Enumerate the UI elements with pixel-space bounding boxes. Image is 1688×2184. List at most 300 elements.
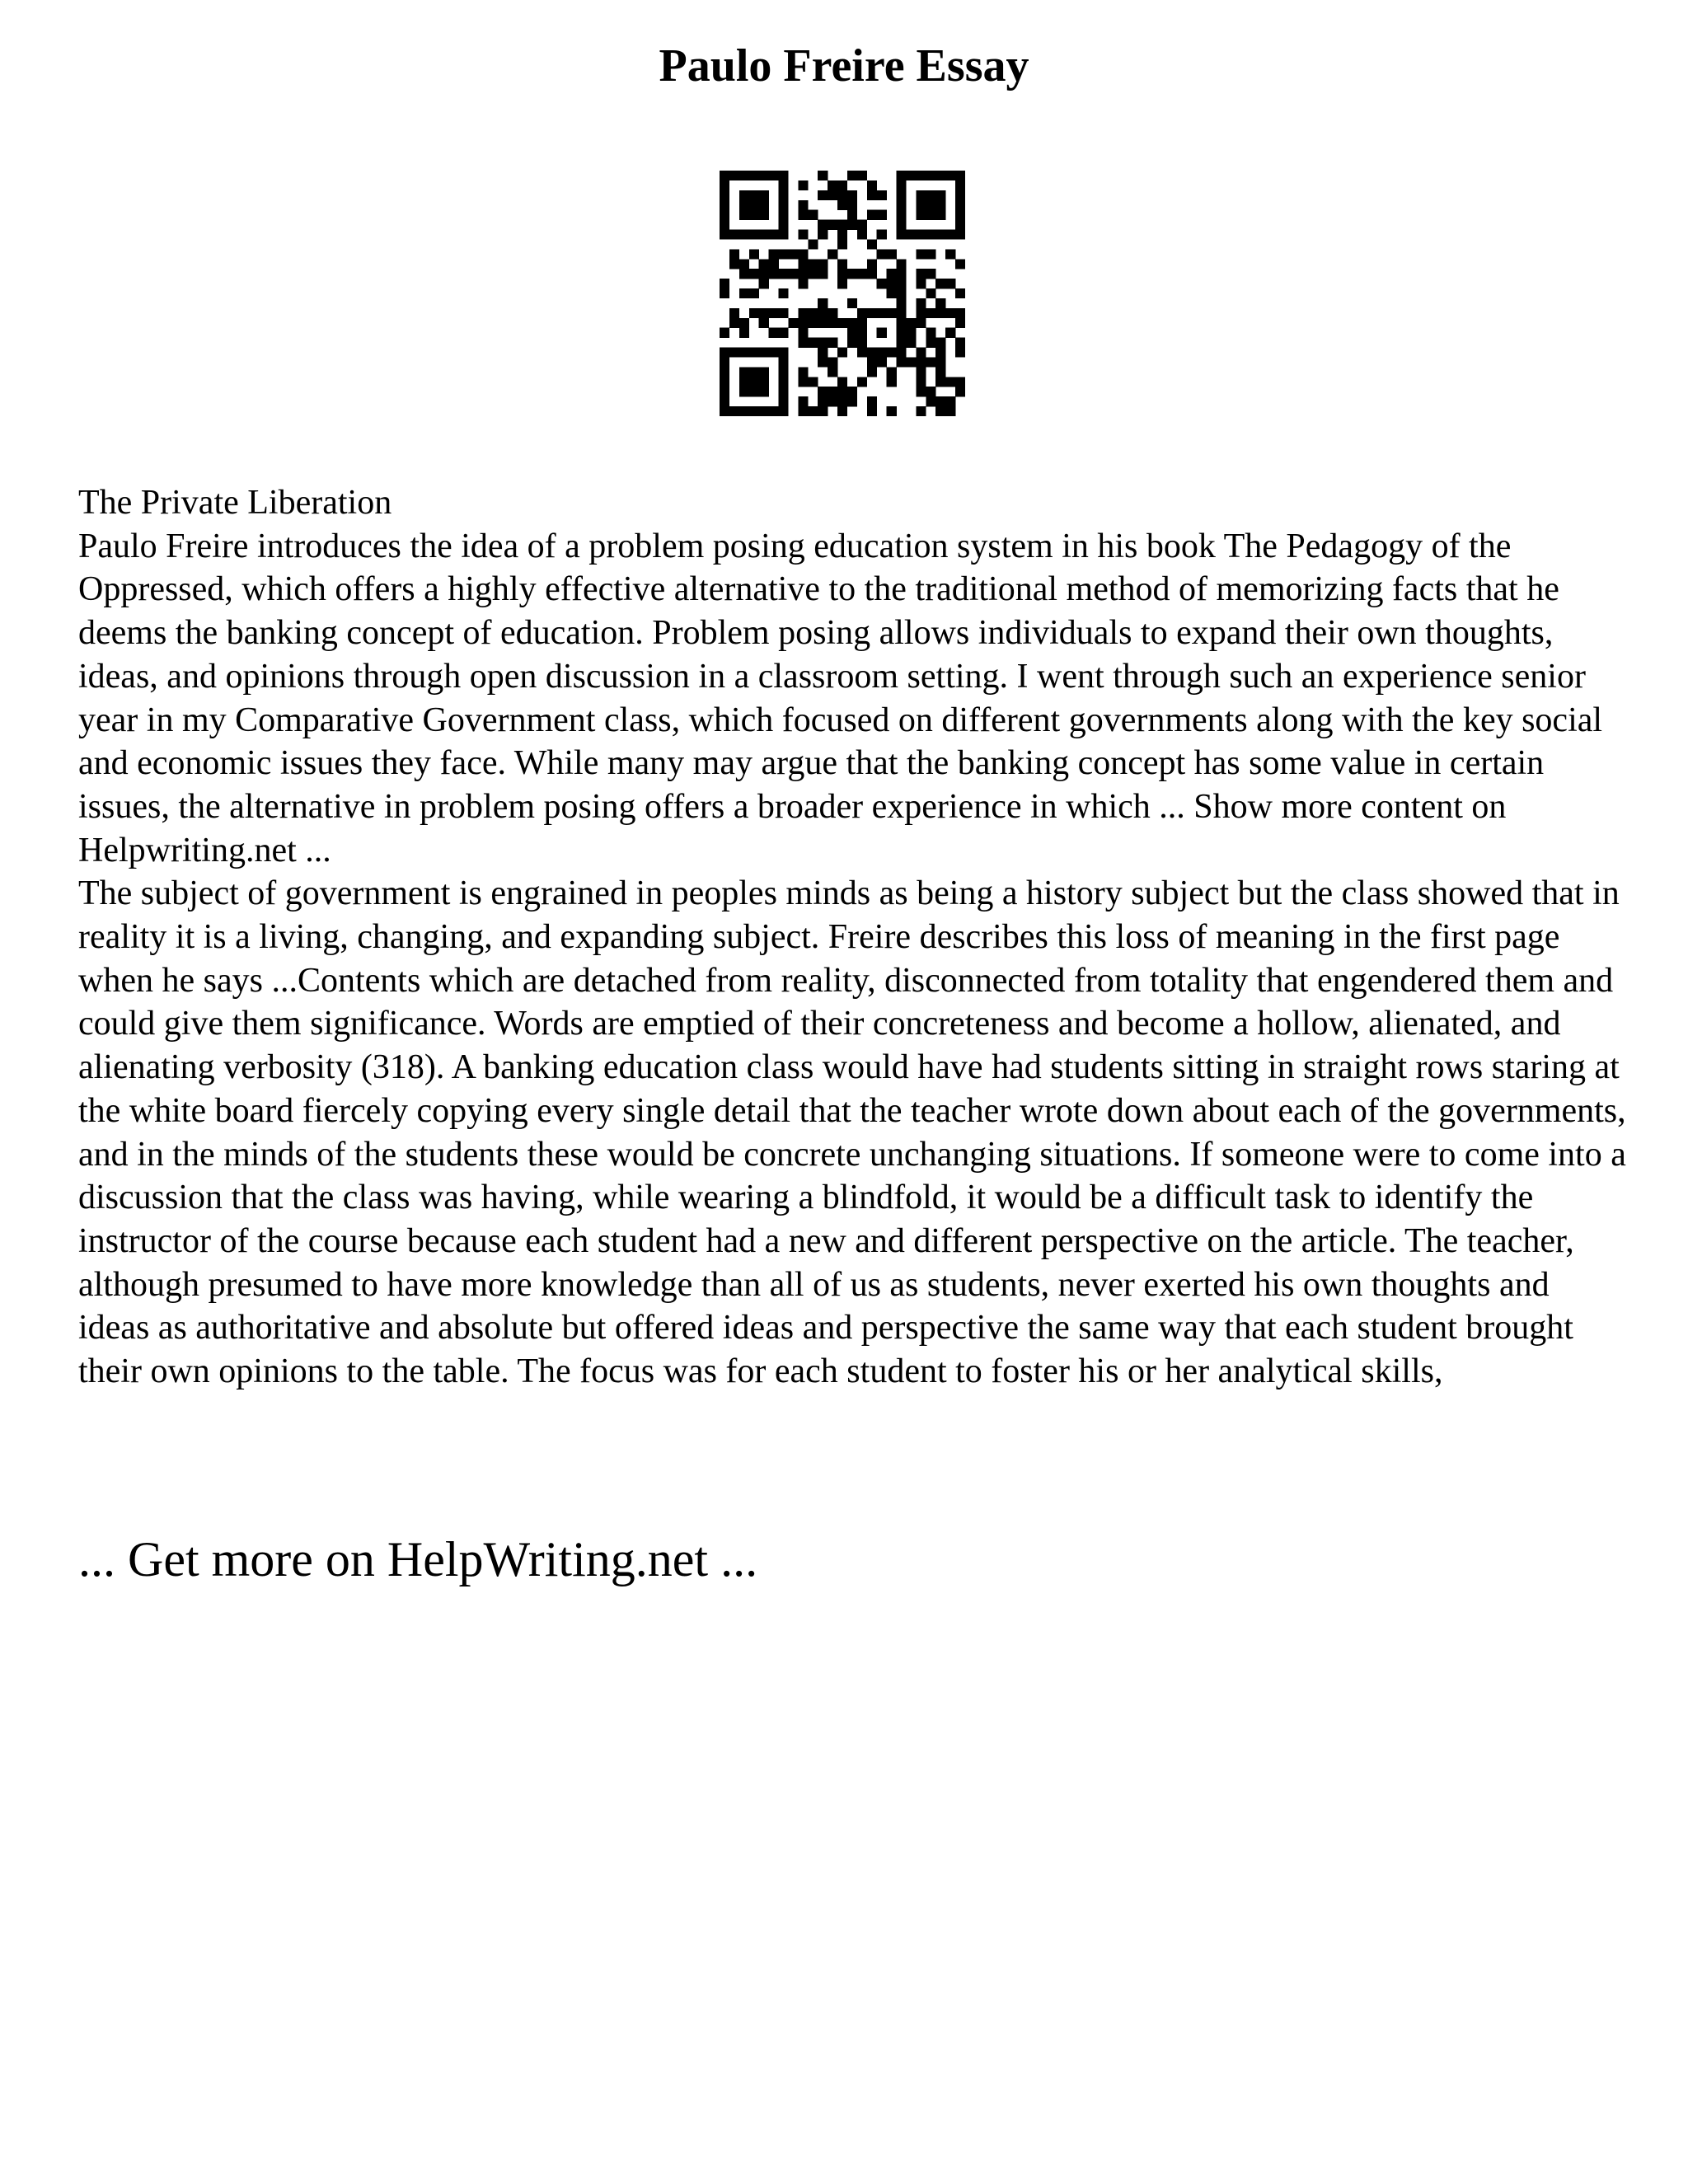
qr-module xyxy=(926,210,935,220)
qr-module xyxy=(935,171,945,180)
qr-module xyxy=(897,279,907,288)
qr-module xyxy=(779,230,789,240)
qr-module xyxy=(867,180,877,190)
qr-module xyxy=(945,377,955,387)
qr-module xyxy=(837,377,847,387)
qr-module xyxy=(808,308,818,318)
qr-module xyxy=(818,318,828,328)
qr-module xyxy=(945,328,955,338)
qr-module xyxy=(847,338,857,348)
qr-module xyxy=(779,348,789,358)
get-more-link[interactable]: ... Get more on HelpWriting.net ... xyxy=(78,1532,758,1586)
qr-module xyxy=(926,200,935,210)
qr-module xyxy=(887,406,897,416)
qr-module xyxy=(739,190,749,200)
qr-module xyxy=(769,249,779,259)
qr-module xyxy=(897,269,907,279)
qr-module xyxy=(935,396,945,406)
qr-module xyxy=(720,396,729,406)
qr-module xyxy=(857,328,867,338)
qr-module xyxy=(779,406,789,416)
qr-module xyxy=(955,190,965,200)
qr-module xyxy=(818,259,828,269)
qr-module xyxy=(867,357,877,367)
qr-module xyxy=(798,406,808,416)
qr-module xyxy=(877,328,887,338)
qr-module xyxy=(935,200,945,210)
essay-heading: The Private Liberation xyxy=(78,484,392,522)
qr-module xyxy=(897,230,907,240)
qr-module xyxy=(729,259,739,269)
qr-module xyxy=(926,171,935,180)
qr-module xyxy=(779,357,789,367)
qr-module xyxy=(759,406,769,416)
qr-module xyxy=(798,328,808,338)
qr-module xyxy=(867,210,877,220)
qr-module xyxy=(779,387,789,396)
qr-module xyxy=(818,406,828,416)
qr-module xyxy=(749,210,759,220)
qr-module xyxy=(729,348,739,358)
qr-module xyxy=(739,367,749,377)
qr-module xyxy=(818,230,828,240)
qr-module xyxy=(759,171,769,180)
qr-module xyxy=(828,249,837,259)
qr-module xyxy=(720,357,729,367)
qr-module xyxy=(729,230,739,240)
qr-module xyxy=(837,396,847,406)
qr-module xyxy=(779,190,789,200)
qr-module xyxy=(759,269,769,279)
qr-module xyxy=(828,396,837,406)
qr-module xyxy=(818,269,828,279)
qr-module xyxy=(847,318,857,328)
qr-module xyxy=(828,318,837,328)
qr-module xyxy=(837,279,847,288)
qr-module xyxy=(857,171,867,180)
qr-module xyxy=(749,230,759,240)
qr-module xyxy=(877,190,887,200)
qr-module xyxy=(945,249,955,259)
qr-code-graphic xyxy=(720,171,965,416)
qr-module xyxy=(788,249,798,259)
qr-module xyxy=(828,387,837,396)
qr-module xyxy=(749,269,759,279)
qr-module xyxy=(828,220,837,230)
qr-module xyxy=(759,279,769,288)
qr-module xyxy=(867,406,877,416)
qr-module xyxy=(935,348,945,358)
qr-module xyxy=(720,180,729,190)
qr-module xyxy=(729,249,739,259)
qr-module xyxy=(818,308,828,318)
qr-module xyxy=(916,269,926,279)
qr-module xyxy=(877,230,887,240)
qr-module xyxy=(739,269,749,279)
qr-module xyxy=(935,230,945,240)
qr-module xyxy=(916,308,926,318)
qr-module xyxy=(916,367,926,377)
qr-module xyxy=(729,318,739,328)
qr-module xyxy=(945,279,955,288)
qr-module xyxy=(720,406,729,416)
qr-module xyxy=(769,308,779,318)
qr-module xyxy=(945,171,955,180)
qr-module xyxy=(818,357,828,367)
qr-module xyxy=(798,210,808,220)
qr-module xyxy=(847,328,857,338)
qr-module xyxy=(798,249,808,259)
qr-module xyxy=(935,190,945,200)
qr-module xyxy=(837,387,847,396)
qr-module xyxy=(897,298,907,308)
qr-module xyxy=(720,230,729,240)
qr-module xyxy=(955,259,965,269)
qr-module xyxy=(935,279,945,288)
qr-module xyxy=(897,200,907,210)
qr-module xyxy=(759,318,769,328)
qr-module xyxy=(818,387,828,396)
qr-module xyxy=(926,230,935,240)
qr-module xyxy=(808,338,818,348)
qr-module xyxy=(739,259,749,269)
qr-module xyxy=(798,318,808,328)
qr-module xyxy=(935,406,945,416)
qr-module xyxy=(926,338,935,348)
qr-module xyxy=(739,328,749,338)
qr-module xyxy=(935,308,945,318)
qr-module xyxy=(749,249,759,259)
qr-module xyxy=(828,338,837,348)
qr-module xyxy=(828,367,837,377)
qr-module xyxy=(955,200,965,210)
qr-module xyxy=(837,200,847,210)
qr-module xyxy=(749,288,759,298)
qr-module xyxy=(828,357,837,367)
qr-module xyxy=(759,367,769,377)
qr-module xyxy=(779,269,789,279)
qr-module xyxy=(759,210,769,220)
qr-module xyxy=(837,180,847,190)
qr-module xyxy=(897,190,907,200)
qr-module xyxy=(926,288,935,298)
qr-module xyxy=(769,230,779,240)
qr-module xyxy=(897,308,907,318)
qr-module xyxy=(955,377,965,387)
qr-module xyxy=(935,338,945,348)
qr-module xyxy=(847,387,857,396)
qr-module xyxy=(867,259,877,269)
qr-module xyxy=(837,230,847,240)
qr-module xyxy=(897,210,907,220)
qr-module xyxy=(759,190,769,200)
qr-module xyxy=(739,387,749,396)
qr-module xyxy=(926,269,935,279)
qr-module xyxy=(720,279,729,288)
qr-module xyxy=(808,259,818,269)
qr-module xyxy=(808,210,818,220)
qr-module xyxy=(798,308,808,318)
qr-module xyxy=(916,377,926,387)
qr-module xyxy=(877,249,887,259)
qr-module xyxy=(739,348,749,358)
qr-module xyxy=(916,279,926,288)
qr-module xyxy=(769,406,779,416)
qr-module xyxy=(798,338,808,348)
qr-module xyxy=(798,180,808,190)
qr-module xyxy=(897,318,907,328)
qr-module xyxy=(906,318,916,328)
qr-module xyxy=(955,171,965,180)
qr-module xyxy=(906,338,916,348)
qr-module xyxy=(906,357,916,367)
qr-module xyxy=(955,387,965,396)
qr-module xyxy=(916,249,926,259)
qr-module xyxy=(818,171,828,180)
qr-module xyxy=(926,396,935,406)
qr-module xyxy=(906,230,916,240)
qr-module xyxy=(759,387,769,396)
qr-module xyxy=(897,338,907,348)
qr-module xyxy=(749,200,759,210)
qr-module xyxy=(779,377,789,387)
qr-module xyxy=(837,239,847,249)
qr-module xyxy=(847,210,857,220)
qr-module xyxy=(720,367,729,377)
qr-module xyxy=(749,171,759,180)
qr-module xyxy=(808,239,818,249)
qr-module xyxy=(837,348,847,358)
qr-module xyxy=(887,269,897,279)
qr-module xyxy=(828,308,837,318)
essay-paragraph: The subject of government is engrained in peoples minds as being a history subject but the class showed that in reality it is a living, changing, and expanding subject. Freire describes this loss of meaning in the first page when he says ...Contents which are detached from reality, disconnected from totality that engendered them and could give them significance. Words are emptied of their concreteness and become a hollow, alienated, and alienating verbosity (318). A banking education class would have had students sitting in straight rows staring at the white board fiercely copying every single detail that the teacher wrote down about each of the governments, and in the minds of the students these would be concrete unchanging situations. If someone were to come into a discussion that the class was having, while wearing a blindfold, it would be a difficult task to identify the instructor of the course because each student had a new and different perspective on the article. The teacher, although presumed to have more knowledge than all of us as students, never exerted his own thoughts and ideas as authoritative and absolute but offered ideas and perspective the same way that each student brought their own opinions to the table. The focus was for each student to foster his or her analytical skills, xyxy=(78,874,1626,1391)
qr-module xyxy=(808,269,818,279)
qr-module xyxy=(926,387,935,396)
qr-module xyxy=(926,249,935,259)
qr-module xyxy=(779,328,789,338)
qr-module xyxy=(897,328,907,338)
qr-module xyxy=(877,279,887,288)
qr-module xyxy=(798,200,808,210)
qr-module xyxy=(847,200,857,210)
qr-module xyxy=(916,230,926,240)
qr-module xyxy=(955,308,965,318)
qr-module xyxy=(837,220,847,230)
qr-module xyxy=(867,367,877,377)
qr-module xyxy=(837,269,847,279)
qr-module xyxy=(955,348,965,358)
qr-module xyxy=(897,171,907,180)
qr-module xyxy=(847,269,857,279)
qr-module xyxy=(769,328,779,338)
qr-module xyxy=(749,367,759,377)
qr-module xyxy=(897,348,907,358)
qr-module xyxy=(749,387,759,396)
qr-module xyxy=(857,269,867,279)
qr-module xyxy=(720,348,729,358)
qr-module xyxy=(759,377,769,387)
qr-module xyxy=(877,357,887,367)
qr-module xyxy=(788,269,798,279)
page-title: Paulo Freire Essay xyxy=(659,40,1029,91)
qr-module xyxy=(857,348,867,358)
qr-module xyxy=(857,318,867,328)
qr-module xyxy=(887,367,897,377)
qr-module xyxy=(720,387,729,396)
qr-module xyxy=(808,406,818,416)
qr-module xyxy=(935,377,945,387)
qr-module xyxy=(867,269,877,279)
qr-module xyxy=(818,348,828,358)
qr-module xyxy=(788,318,798,328)
qr-module xyxy=(739,406,749,416)
qr-module xyxy=(779,367,789,377)
qr-module xyxy=(808,318,818,328)
qr-module xyxy=(945,308,955,318)
qr-module xyxy=(779,200,789,210)
qr-module xyxy=(867,190,877,200)
qr-module xyxy=(779,308,789,318)
qr-module xyxy=(847,220,857,230)
qr-module xyxy=(779,288,789,298)
qr-module xyxy=(739,210,749,220)
qr-module xyxy=(955,220,965,230)
qr-module xyxy=(837,406,847,416)
qr-module xyxy=(818,338,828,348)
qr-module xyxy=(739,318,749,328)
qr-module xyxy=(779,210,789,220)
qr-module xyxy=(798,396,808,406)
qr-module xyxy=(729,308,739,318)
qr-module xyxy=(739,171,749,180)
qr-module xyxy=(779,180,789,190)
qr-module xyxy=(749,190,759,200)
qr-module xyxy=(916,318,926,328)
essay-body xyxy=(78,481,1628,1394)
qr-module xyxy=(857,338,867,348)
qr-module xyxy=(935,357,945,367)
qr-module xyxy=(769,171,779,180)
qr-module xyxy=(798,279,808,288)
qr-module xyxy=(897,180,907,190)
qr-module xyxy=(887,377,897,387)
qr-module xyxy=(739,377,749,387)
qr-module xyxy=(759,308,769,318)
qr-module xyxy=(916,348,926,358)
qr-module xyxy=(759,259,769,269)
qr-module xyxy=(897,288,907,298)
qr-module xyxy=(897,259,907,269)
qr-module xyxy=(926,357,935,367)
qr-module xyxy=(916,357,926,367)
qr-module xyxy=(739,200,749,210)
qr-module xyxy=(926,190,935,200)
qr-module xyxy=(916,406,926,416)
qr-module xyxy=(720,171,729,180)
qr-module xyxy=(720,288,729,298)
qr-module xyxy=(739,230,749,240)
qr-module xyxy=(779,220,789,230)
qr-module xyxy=(857,230,867,240)
qr-module xyxy=(837,318,847,328)
qr-module xyxy=(877,210,887,220)
qr-module xyxy=(749,348,759,358)
qr-module xyxy=(887,279,897,288)
qr-module xyxy=(818,190,828,200)
qr-module xyxy=(779,171,789,180)
qr-module xyxy=(916,298,926,308)
qr-module xyxy=(945,406,955,416)
qr-module xyxy=(935,210,945,220)
qr-module xyxy=(877,308,887,318)
qr-module xyxy=(867,396,877,406)
qr-module xyxy=(877,348,887,358)
qr-module xyxy=(818,396,828,406)
qr-module xyxy=(887,348,897,358)
qr-module xyxy=(916,210,926,220)
qr-module xyxy=(906,171,916,180)
qr-module xyxy=(857,308,867,318)
qr-module xyxy=(779,249,789,259)
qr-module xyxy=(955,338,965,348)
qr-module xyxy=(769,269,779,279)
qr-module xyxy=(808,377,818,387)
qr-module xyxy=(887,288,897,298)
qr-module xyxy=(857,220,867,230)
qr-module xyxy=(779,396,789,406)
qr-module xyxy=(828,190,837,200)
qr-module xyxy=(798,269,808,279)
qr-module xyxy=(818,220,828,230)
qr-module xyxy=(916,200,926,210)
qr-module xyxy=(867,348,877,358)
qr-module xyxy=(749,406,759,416)
qr-module xyxy=(955,180,965,190)
qr-module xyxy=(837,190,847,200)
qr-module xyxy=(739,288,749,298)
qr-module xyxy=(729,171,739,180)
qr-module xyxy=(847,171,857,180)
qr-module xyxy=(798,377,808,387)
qr-module xyxy=(955,230,965,240)
qr-module xyxy=(769,348,779,358)
qr-module xyxy=(955,210,965,220)
qr-module xyxy=(955,318,965,328)
qr-module xyxy=(945,230,955,240)
qr-module xyxy=(720,328,729,338)
qr-code-icon xyxy=(720,171,965,416)
essay-paragraph: Paulo Freire introduces the idea of a problem posing education system in his book The Pedagogy of the Oppressed, which offers a highly effective alternative to the traditional method of memorizing facts that he deems the banking concept of education. Problem posing allows individuals to expand their own thoughts, ideas, and opinions through open discussion in a classroom setting. I went through such an experience senior year in my Comparative Government class, which focused on different governments along with the key social and economic issues they face. While many may argue that the banking concept has some value in certain issues, the alternative in problem posing offers a broader experience in which ... Show more content on Helpwriting.net ... xyxy=(78,527,1603,869)
qr-module xyxy=(926,328,935,338)
qr-module xyxy=(720,210,729,220)
qr-module xyxy=(887,249,897,259)
qr-module xyxy=(818,298,828,308)
qr-module xyxy=(935,298,945,308)
qr-module xyxy=(720,200,729,210)
qr-module xyxy=(729,406,739,416)
qr-module xyxy=(769,259,779,269)
qr-module xyxy=(847,396,857,406)
qr-module xyxy=(749,308,759,318)
qr-module xyxy=(945,396,955,406)
qr-module xyxy=(857,377,867,387)
qr-module xyxy=(935,367,945,377)
qr-module xyxy=(867,308,877,318)
qr-module xyxy=(798,367,808,377)
qr-module xyxy=(897,357,907,367)
qr-module xyxy=(887,308,897,318)
qr-module xyxy=(828,180,837,190)
